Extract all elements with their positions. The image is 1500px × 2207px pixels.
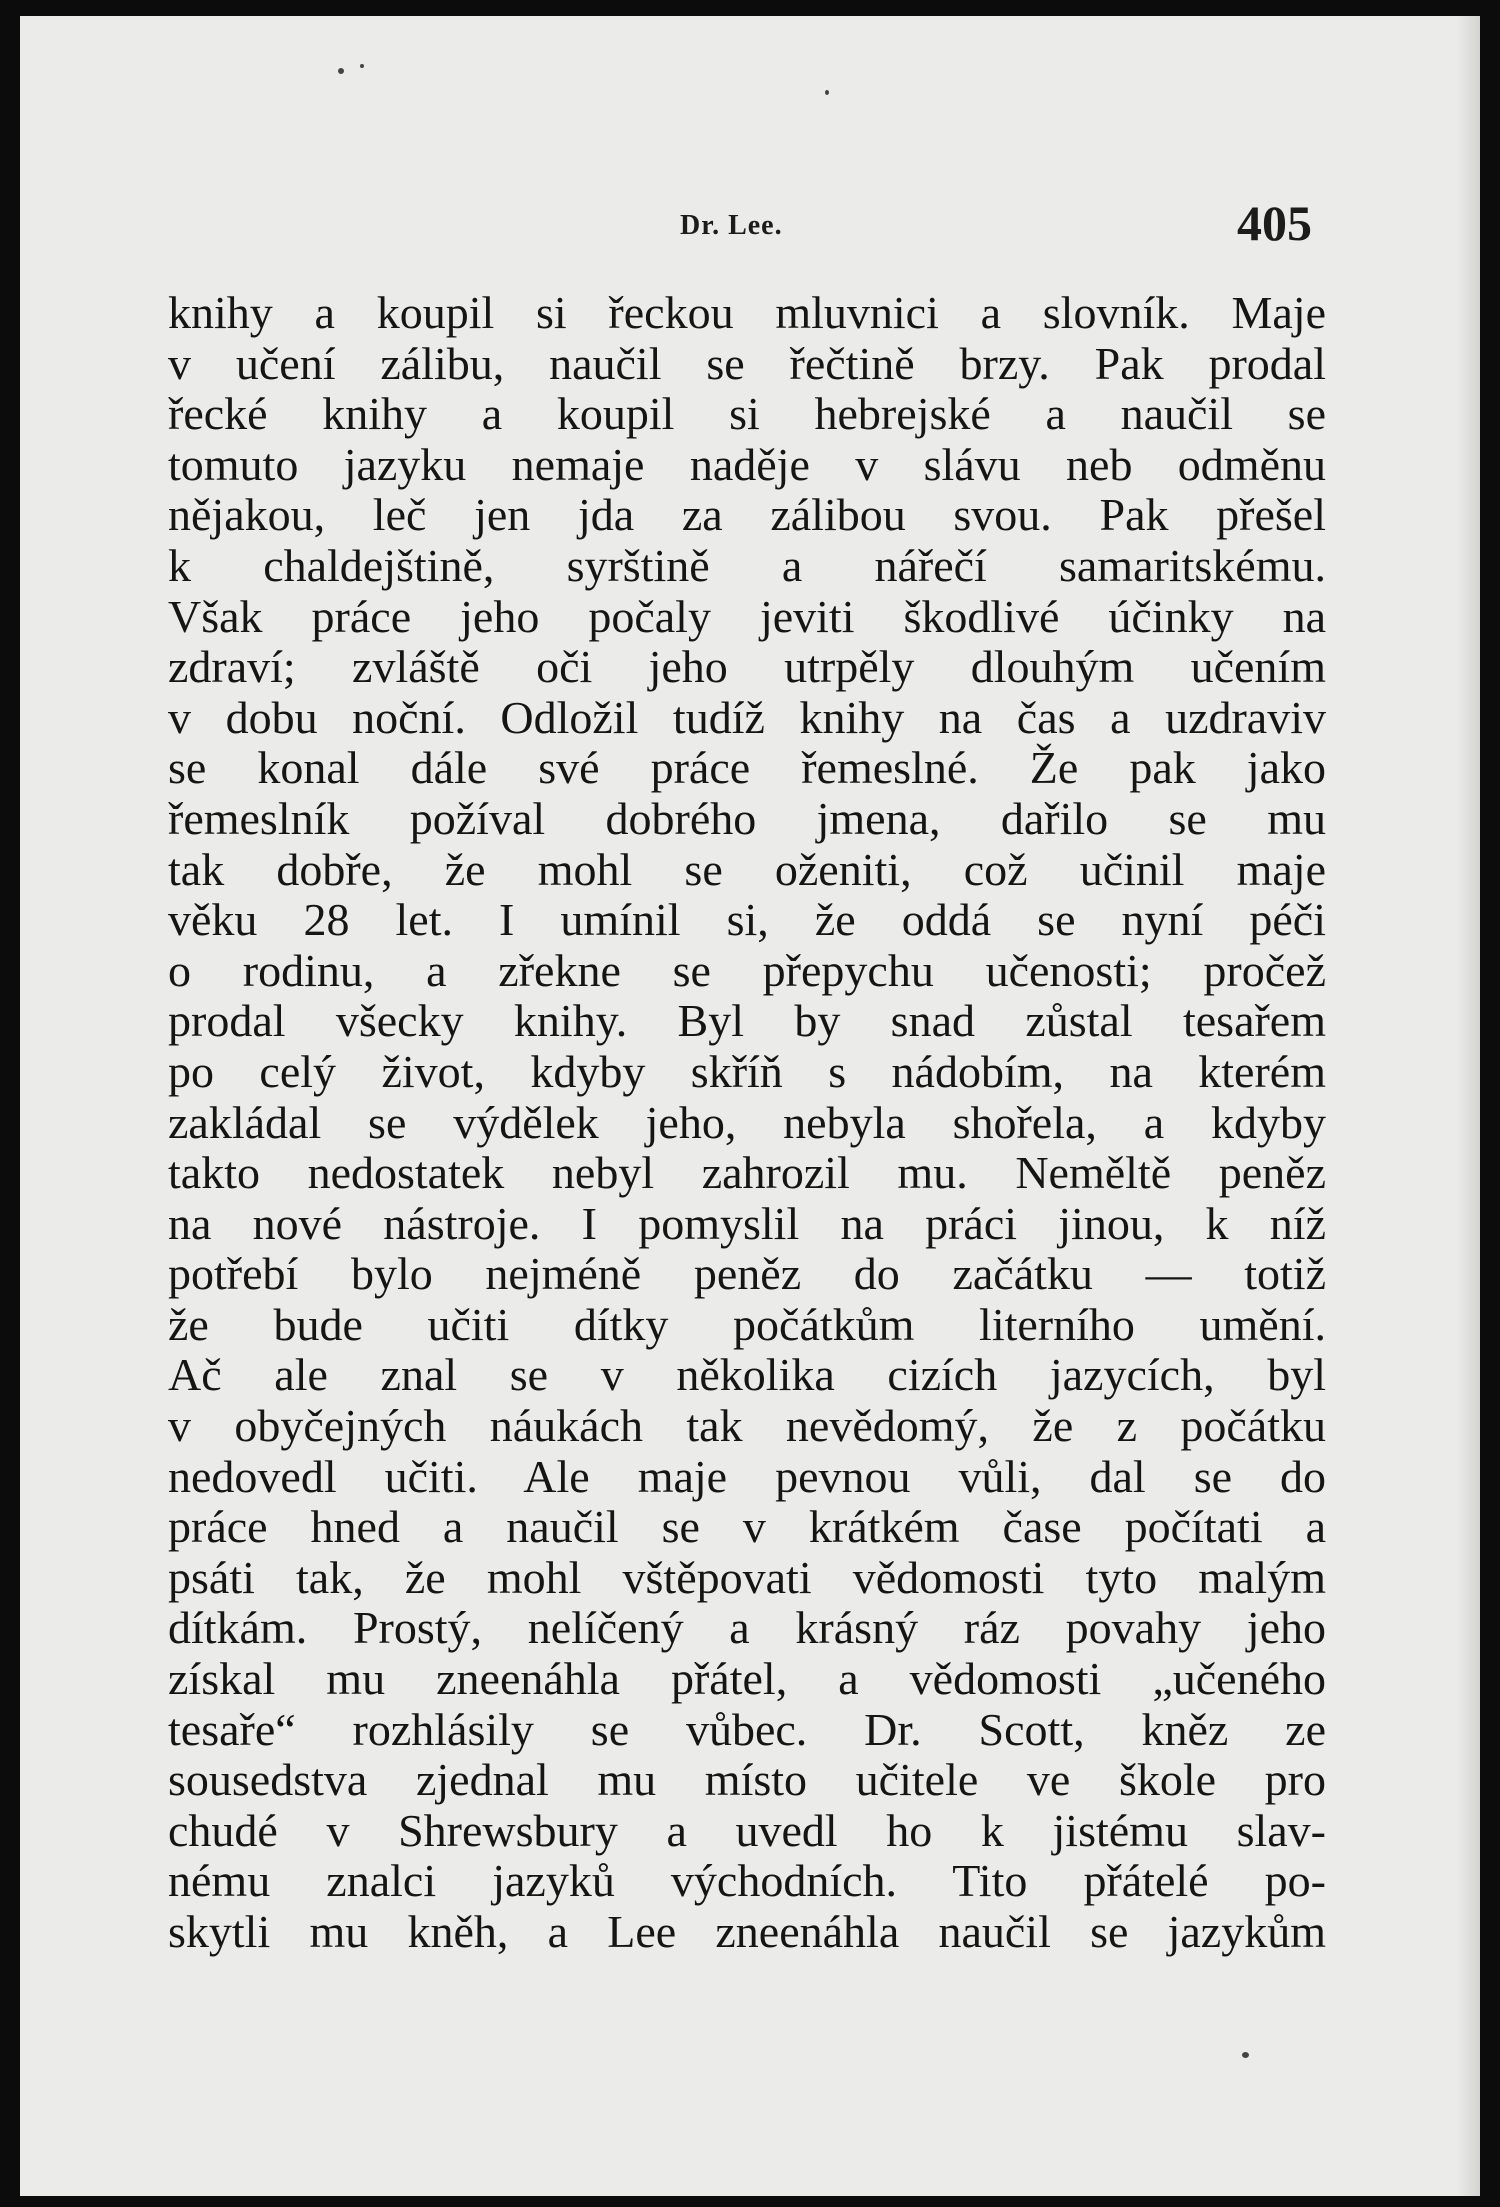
text-line: sousedstva zjednal mu místo učitele ve škole pro [168, 1755, 1326, 1806]
text-line: nedovedl učiti. Ale maje pevnou vůli, dal se do [168, 1451, 1326, 1502]
paper-speck [1242, 2052, 1249, 2058]
text-line: v dobu noční. Odložil tudíž knihy na čas a uzdraviv [168, 692, 1326, 743]
text-line: v učení zálibu, naučil se řečtině brzy. Pak prodal [168, 338, 1326, 389]
text-line: získal mu zneenáhla přátel, a vědomosti „učeného [168, 1654, 1326, 1705]
text-line: skytli mu kněh, a Lee zneenáhla naučil se jazykům [168, 1907, 1326, 1957]
text-line: práce hned a naučil se v krátkém čase počítati a [168, 1502, 1326, 1553]
text-line: zakládal se výdělek jeho, nebyla shořela, a kdyby [168, 1097, 1326, 1148]
body-text [168, 288, 1326, 1958]
text-line: nějakou, leč jen jda za zálibou svou. Pak přešel [168, 490, 1326, 541]
text-line: řecké knihy a koupil si hebrejské a naučil se [168, 389, 1326, 440]
text-line: chudé v Shrewsbury a uvedl ho k jistému slav- [168, 1805, 1326, 1856]
book-page [20, 16, 1480, 2196]
text-line: dítkám. Prostý, nelíčený a krásný ráz povahy jeho [168, 1603, 1326, 1654]
text-line: nému znalci jazyků východních. Tito přátelé po- [168, 1856, 1326, 1907]
page-number: 405 [1237, 195, 1312, 251]
paper-speck [825, 90, 829, 95]
text-line: po celý život, kdyby skříň s nádobím, na kterém [168, 1046, 1326, 1097]
paper-speck [338, 68, 344, 74]
text-line: zdraví; zvláště oči jeho utrpěly dlouhým učením [168, 642, 1326, 693]
text-line: k chaldejštině, syrštině a nářečí samaritskému. [168, 540, 1326, 591]
text-line: knihy a koupil si řeckou mluvnici a slovník. Maje [168, 288, 1326, 338]
text-line: že bude učiti dítky počátkům literního umění. [168, 1299, 1326, 1350]
text-line: tak dobře, že mohl se oženiti, což učinil maje [168, 844, 1326, 895]
page-edge-shadow [1456, 16, 1480, 2196]
text-line: v obyčejných náukách tak nevědomý, že z počátku [168, 1401, 1326, 1452]
text-line: tomuto jazyku nemaje naděje v slávu neb odměnu [168, 439, 1326, 490]
text-line: takto nedostatek nebyl zahrozil mu. Neměltě peněz [168, 1148, 1326, 1199]
text-line: Však práce jeho počaly jeviti škodlivé účinky na [168, 591, 1326, 642]
paper-speck [360, 64, 364, 68]
text-line: prodal všecky knihy. Byl by snad zůstal tesařem [168, 996, 1326, 1047]
text-line: tesaře“ rozhlásily se vůbec. Dr. Scott, kněz ze [168, 1704, 1326, 1755]
text-line: řemeslník požíval dobrého jmena, dařilo se mu [168, 793, 1326, 844]
page-header [20, 192, 1480, 252]
text-line: psáti tak, že mohl vštěpovati vědomosti tyto malým [168, 1552, 1326, 1603]
text-line: na nové nástroje. I pomyslil na práci jinou, k níž [168, 1198, 1326, 1249]
running-head: Dr. Lee. [680, 210, 783, 241]
text-line: věku 28 let. I umínil si, že oddá se nyní péči [168, 895, 1326, 946]
text-line: Ač ale znal se v několika cizích jazycích, byl [168, 1350, 1326, 1401]
text-line: se konal dále své práce řemeslné. Že pak jako [168, 743, 1326, 794]
text-line: o rodinu, a zřekne se přepychu učenosti; pročež [168, 945, 1326, 996]
text-line: potřebí bylo nejméně peněz do začátku — totiž [168, 1249, 1326, 1300]
